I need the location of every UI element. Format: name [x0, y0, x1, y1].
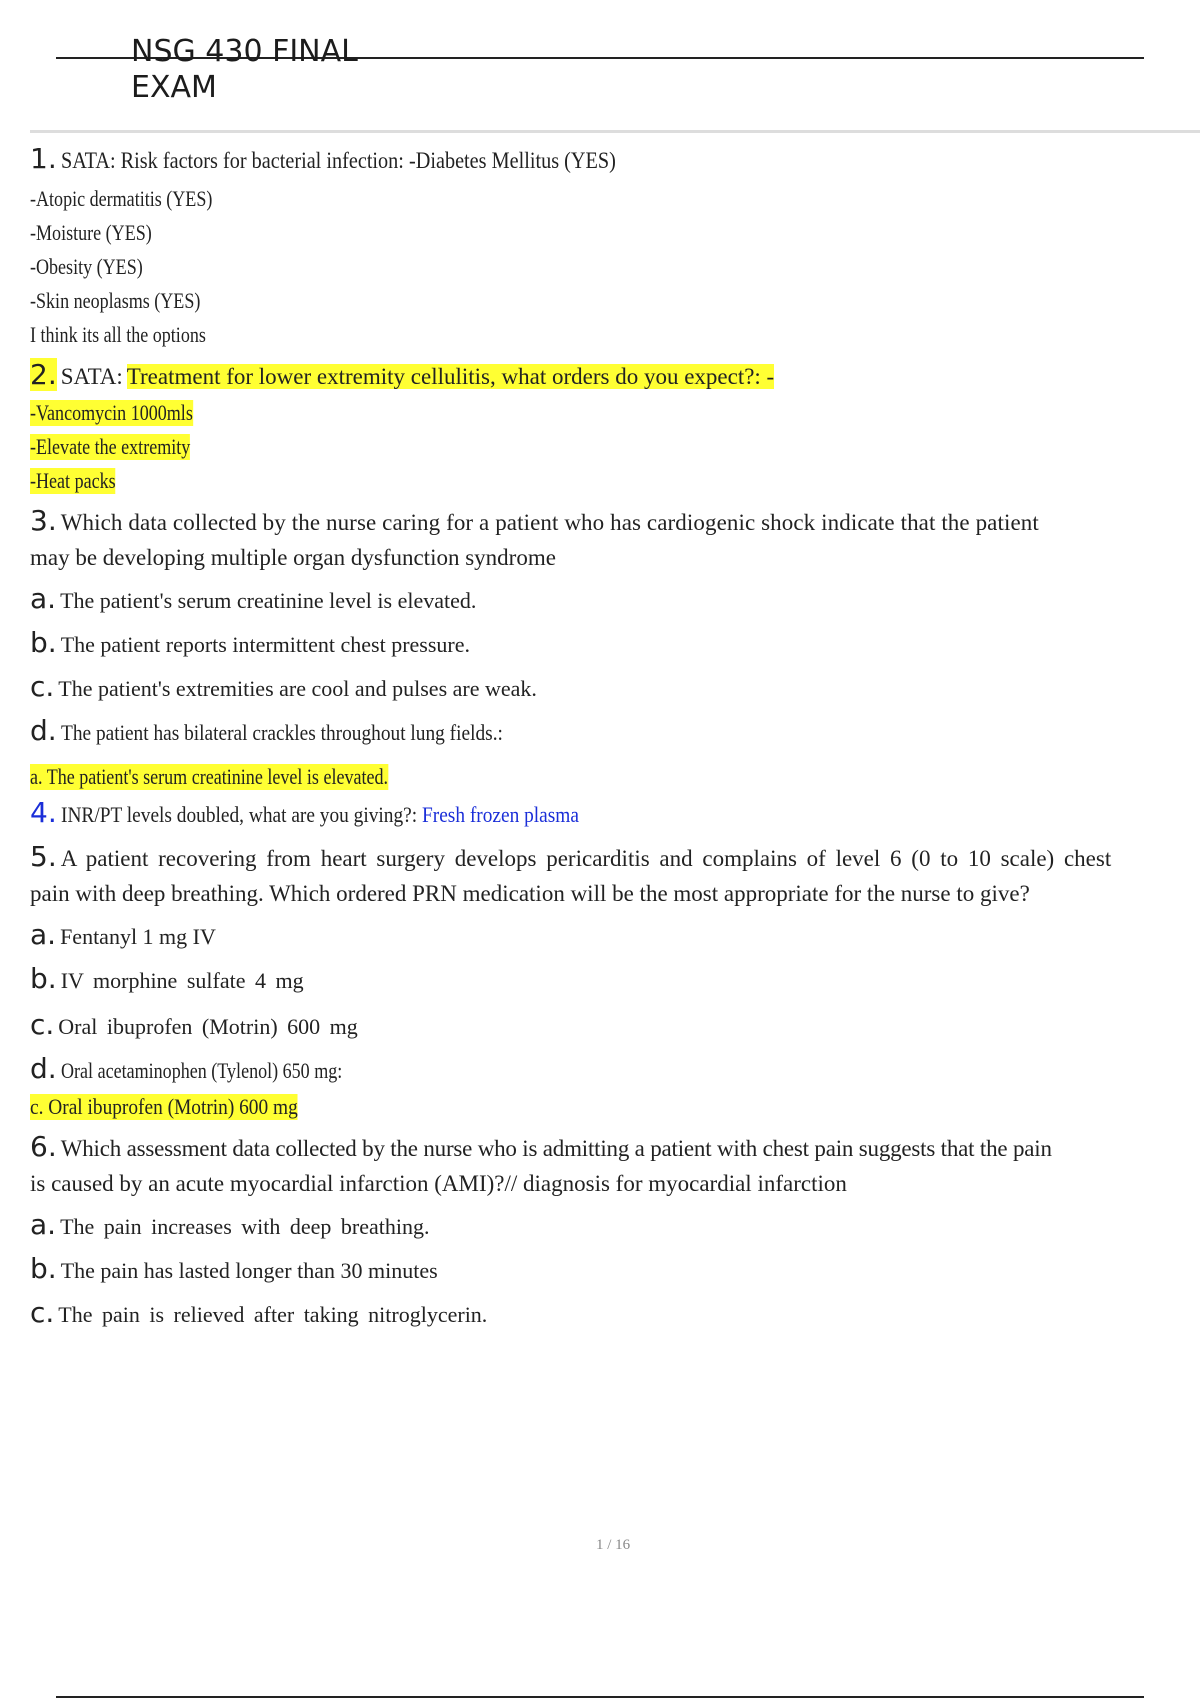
- q5-answer: c. Oral ibuprofen (Motrin) 600 mg: [30, 1094, 298, 1119]
- q2-line-1: -Vancomycin 1000mls: [30, 400, 193, 425]
- question-text-line-1: Which data collected by the nurse caring for a patient who has cardiogenic shock indicate that the patient: [60, 510, 1039, 535]
- question-5-line-2: pain with deep breathing. Which ordered PRN medication will be the most appropriate for the nurse to give?: [30, 881, 1030, 906]
- question-number: 1.: [30, 142, 57, 175]
- q1-line-2: -Moisture (YES): [30, 220, 152, 245]
- q5-option-d: d. Oral acetaminophen (Tylenol) 650 mg:: [30, 1052, 342, 1085]
- q1-line-1: -Atopic dermatitis (YES): [30, 186, 213, 211]
- q5-option-b: b. IV morphine sulfate 4 mg: [30, 962, 304, 995]
- q2-line-3: -Heat packs: [30, 468, 116, 493]
- document-title: [131, 34, 358, 106]
- q3-option-c: c. The patient's extremities are cool and pulses are weak.: [30, 670, 537, 703]
- question-text-line-1: A patient recovering from heart surgery develops pericarditis and complains of level 6 (0 to 10 scale) chest: [60, 846, 1112, 871]
- q1-line-5: I think its all the options: [30, 322, 206, 347]
- question-text: SATA: Risk factors for bacterial infection: -Diabetes Mellitus (YES): [60, 148, 616, 173]
- question-3: [30, 504, 1188, 537]
- page-number: 1 / 16: [596, 1537, 631, 1553]
- q2-line-2: -Elevate the extremity: [30, 434, 191, 459]
- q3-option-b: b. The patient reports intermittent chest pressure.: [30, 626, 470, 659]
- q6-option-a: a. The pain increases with deep breathing.: [30, 1208, 430, 1241]
- q3-option-d: d. The patient has bilateral crackles throughout lung fields.:: [30, 714, 503, 747]
- header-separator: [30, 130, 1200, 133]
- question-6-line-2: is caused by an acute myocardial infarction (AMI)?// diagnosis for myocardial infarction: [30, 1171, 847, 1196]
- q3-answer: a. The patient's serum creatinine level is elevated.: [30, 764, 389, 789]
- question-number: 2.: [30, 358, 57, 391]
- q6-option-c: c. The pain is relieved after taking nitroglycerin.: [30, 1296, 488, 1329]
- question-prefix: SATA:: [60, 364, 123, 389]
- title-line-1: NSG 430 FINAL: [131, 34, 358, 69]
- question-text: Treatment for lower extremity cellulitis, what orders do you expect?: -: [126, 364, 775, 389]
- question-5: [30, 840, 1188, 873]
- question-number: 3.: [30, 504, 57, 537]
- question-6: [30, 1130, 1188, 1163]
- q1-line-3: -Obesity (YES): [30, 254, 143, 279]
- question-3-line-2: may be developing multiple organ dysfunction syndrome: [30, 545, 556, 570]
- q1-line-4: -Skin neoplasms (YES): [30, 288, 201, 313]
- question-text-line-1: Which assessment data collected by the nurse who is admitting a patient with chest pain suggests that the pain: [60, 1136, 1052, 1161]
- q3-option-a: a. The patient's serum creatinine level is elevated.: [30, 582, 477, 615]
- q6-option-b: b. The pain has lasted longer than 30 minutes: [30, 1252, 438, 1285]
- question-4: [30, 796, 1188, 829]
- question-1: [30, 142, 1188, 175]
- question-number: 4.: [30, 796, 57, 829]
- question-number: 6.: [30, 1130, 57, 1163]
- q5-option-c: c. Oral ibuprofen (Motrin) 600 mg: [30, 1008, 358, 1041]
- question-text: INR/PT levels doubled, what are you giving?: Fresh frozen plasma: [60, 802, 579, 827]
- q4-answer: Fresh frozen plasma: [421, 802, 579, 827]
- footer-rule: [56, 1696, 1144, 1698]
- q5-option-a: a. Fentanyl 1 mg IV: [30, 918, 216, 951]
- title-line-2: EXAM: [131, 70, 217, 105]
- question-2: [30, 358, 1188, 391]
- question-number: 5.: [30, 840, 57, 873]
